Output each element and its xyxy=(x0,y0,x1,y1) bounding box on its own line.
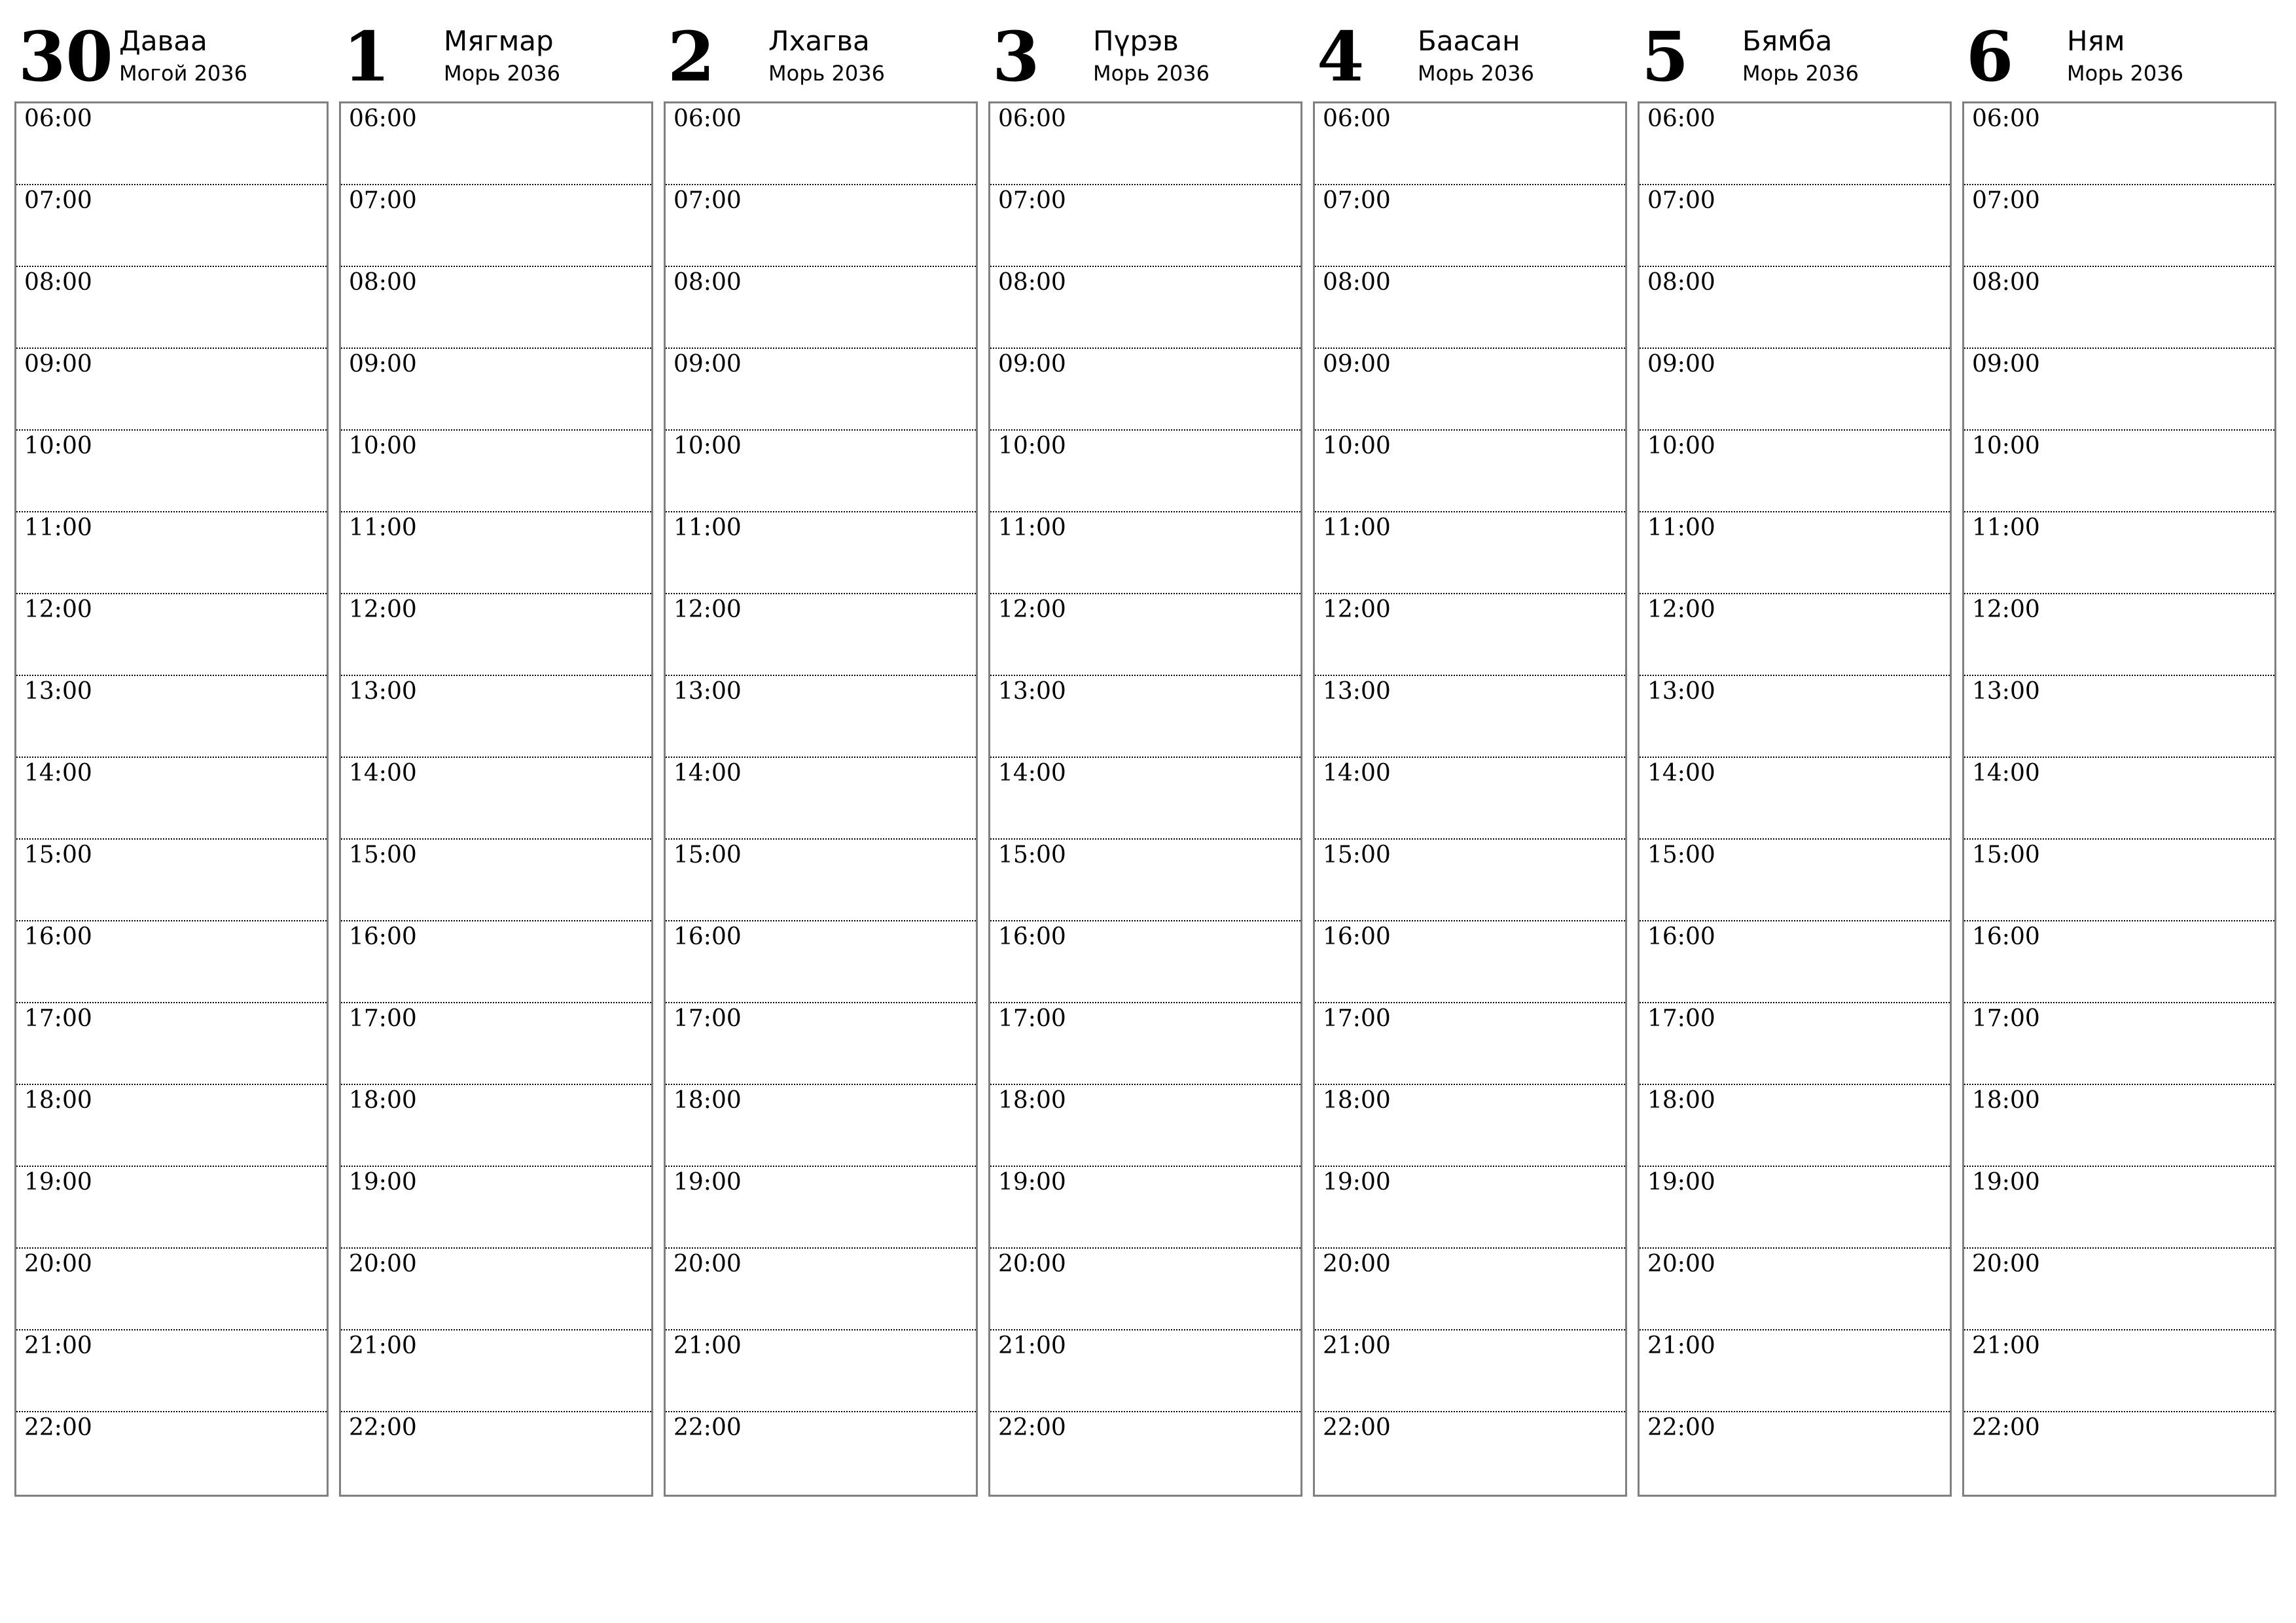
time-slot[interactable] xyxy=(990,1085,1300,1167)
day-schedule-box xyxy=(664,101,978,1497)
day-column-7 xyxy=(1962,0,2275,1503)
time-slot[interactable] xyxy=(1640,1249,1950,1330)
time-slot[interactable] xyxy=(341,1167,651,1249)
time-slot-label: 13:00 xyxy=(24,678,92,705)
time-slot-label: 13:00 xyxy=(1972,678,2040,705)
time-slot[interactable] xyxy=(1640,840,1950,921)
time-slot-label: 17:00 xyxy=(1323,1005,1391,1032)
time-slot-label: 14:00 xyxy=(673,760,742,787)
time-slot[interactable] xyxy=(1315,1085,1625,1167)
time-slot-label: 21:00 xyxy=(349,1332,417,1359)
time-slot[interactable] xyxy=(1964,103,2274,185)
time-slot-label: 15:00 xyxy=(1323,842,1391,868)
time-slot-label: 07:00 xyxy=(24,187,92,214)
day-number: 5 xyxy=(1641,16,1689,97)
day-number: 30 xyxy=(18,16,113,97)
time-slot-label: 18:00 xyxy=(24,1087,92,1114)
time-slot-label: 14:00 xyxy=(1647,760,1715,787)
day-header xyxy=(988,0,1301,98)
time-slot[interactable] xyxy=(990,1330,1300,1412)
time-slot[interactable] xyxy=(16,512,327,594)
day-column-6 xyxy=(1638,0,1950,1503)
time-slot[interactable] xyxy=(1315,431,1625,512)
time-slot[interactable] xyxy=(990,349,1300,431)
day-header xyxy=(14,0,327,98)
time-slot[interactable] xyxy=(16,1412,327,1495)
time-slot[interactable] xyxy=(1964,676,2274,758)
time-slot-label: 22:00 xyxy=(24,1414,92,1441)
time-slot-label: 21:00 xyxy=(1972,1332,2040,1359)
time-slot[interactable] xyxy=(341,1412,651,1495)
time-slot[interactable] xyxy=(1315,1412,1625,1495)
day-month: Морь 2036 xyxy=(768,61,885,86)
time-slot-label: 07:00 xyxy=(1323,187,1391,214)
time-slot[interactable] xyxy=(1640,594,1950,676)
time-slot[interactable] xyxy=(1964,840,2274,921)
time-slot[interactable] xyxy=(16,676,327,758)
time-slot-label: 14:00 xyxy=(998,760,1066,787)
time-slot[interactable] xyxy=(1640,431,1950,512)
time-slot-label: 14:00 xyxy=(24,760,92,787)
time-slot-label: 20:00 xyxy=(673,1251,742,1277)
time-slot[interactable] xyxy=(1640,185,1950,267)
time-slot[interactable] xyxy=(990,594,1300,676)
time-slot[interactable] xyxy=(1640,512,1950,594)
time-slot-label: 09:00 xyxy=(1323,351,1391,378)
day-number: 3 xyxy=(992,16,1040,97)
time-slot[interactable] xyxy=(1964,1412,2274,1495)
time-slot[interactable] xyxy=(990,512,1300,594)
day-schedule-box xyxy=(1962,101,2276,1497)
time-slot[interactable] xyxy=(990,758,1300,840)
time-slot[interactable] xyxy=(16,1167,327,1249)
time-slot-label: 08:00 xyxy=(1972,269,2040,296)
time-slot[interactable] xyxy=(16,103,327,185)
time-slot-label: 16:00 xyxy=(673,923,742,950)
time-slot-label: 22:00 xyxy=(1323,1414,1391,1441)
day-column-4 xyxy=(988,0,1301,1503)
time-slot[interactable] xyxy=(666,103,976,185)
time-slot[interactable] xyxy=(1964,267,2274,349)
time-slot[interactable] xyxy=(341,840,651,921)
time-slot-label: 07:00 xyxy=(1647,187,1715,214)
time-slot[interactable] xyxy=(341,512,651,594)
time-slot-label: 06:00 xyxy=(24,105,92,132)
time-slot[interactable] xyxy=(666,1412,976,1495)
day-number: 6 xyxy=(1966,16,2014,97)
time-slot[interactable] xyxy=(1315,676,1625,758)
time-slot[interactable] xyxy=(1640,267,1950,349)
time-slot-label: 15:00 xyxy=(1647,842,1715,868)
day-name: Даваа xyxy=(119,25,207,57)
time-slot-label: 09:00 xyxy=(1972,351,2040,378)
time-slot-label: 20:00 xyxy=(1323,1251,1391,1277)
time-slot[interactable] xyxy=(666,267,976,349)
time-slot-label: 20:00 xyxy=(1647,1251,1715,1277)
time-slot-label: 15:00 xyxy=(24,842,92,868)
time-slot-label: 06:00 xyxy=(1323,105,1391,132)
time-slot-label: 12:00 xyxy=(349,596,417,623)
time-slot-label: 11:00 xyxy=(349,514,417,541)
time-slot-label: 12:00 xyxy=(1323,596,1391,623)
day-schedule-box xyxy=(1638,101,1952,1497)
time-slot[interactable] xyxy=(666,840,976,921)
time-slot[interactable] xyxy=(341,758,651,840)
time-slot[interactable] xyxy=(1315,185,1625,267)
time-slot[interactable] xyxy=(1315,1003,1625,1085)
day-header xyxy=(1638,0,1950,98)
time-slot-label: 21:00 xyxy=(1647,1332,1715,1359)
day-name: Лхагва xyxy=(768,25,870,57)
time-slot-label: 20:00 xyxy=(349,1251,417,1277)
time-slot[interactable] xyxy=(666,594,976,676)
time-slot[interactable] xyxy=(1315,1330,1625,1412)
time-slot-label: 13:00 xyxy=(1647,678,1715,705)
time-slot-label: 17:00 xyxy=(24,1005,92,1032)
day-month: Морь 2036 xyxy=(1742,61,1859,86)
time-slot[interactable] xyxy=(1964,1249,2274,1330)
time-slot-label: 18:00 xyxy=(998,1087,1066,1114)
time-slot-label: 22:00 xyxy=(673,1414,742,1441)
time-slot[interactable] xyxy=(341,185,651,267)
time-slot[interactable] xyxy=(1315,1249,1625,1330)
day-month: Морь 2036 xyxy=(2067,61,2183,86)
time-slot[interactable] xyxy=(341,1003,651,1085)
time-slot[interactable] xyxy=(341,1249,651,1330)
time-slot-label: 16:00 xyxy=(349,923,417,950)
time-slot[interactable] xyxy=(990,676,1300,758)
time-slot[interactable] xyxy=(1315,103,1625,185)
time-slot-label: 21:00 xyxy=(1323,1332,1391,1359)
time-slot-label: 14:00 xyxy=(1323,760,1391,787)
time-slot-label: 16:00 xyxy=(1323,923,1391,950)
day-column-1 xyxy=(14,0,327,1503)
day-header xyxy=(664,0,977,98)
day-number: 2 xyxy=(668,16,715,97)
day-column-3 xyxy=(664,0,977,1503)
time-slot[interactable] xyxy=(1964,1003,2274,1085)
time-slot-label: 16:00 xyxy=(998,923,1066,950)
time-slot-label: 19:00 xyxy=(1323,1169,1391,1196)
time-slot[interactable] xyxy=(16,840,327,921)
time-slot-label: 14:00 xyxy=(1972,760,2040,787)
day-name: Бямба xyxy=(1742,25,1833,57)
time-slot-label: 11:00 xyxy=(1972,514,2040,541)
time-slot[interactable] xyxy=(1315,840,1625,921)
time-slot[interactable] xyxy=(1315,512,1625,594)
time-slot-label: 19:00 xyxy=(1647,1169,1715,1196)
time-slot-label: 19:00 xyxy=(1972,1169,2040,1196)
time-slot-label: 15:00 xyxy=(349,842,417,868)
time-slot[interactable] xyxy=(16,921,327,1003)
time-slot-label: 21:00 xyxy=(673,1332,742,1359)
time-slot-label: 14:00 xyxy=(349,760,417,787)
time-slot-label: 07:00 xyxy=(998,187,1066,214)
time-slot-label: 10:00 xyxy=(673,433,742,459)
time-slot[interactable] xyxy=(666,1167,976,1249)
time-slot[interactable] xyxy=(990,1412,1300,1495)
time-slot-label: 19:00 xyxy=(349,1169,417,1196)
time-slot[interactable] xyxy=(1640,103,1950,185)
time-slot-label: 10:00 xyxy=(998,433,1066,459)
time-slot[interactable] xyxy=(1964,431,2274,512)
time-slot[interactable] xyxy=(666,1003,976,1085)
time-slot-label: 17:00 xyxy=(1647,1005,1715,1032)
time-slot-label: 17:00 xyxy=(1972,1005,2040,1032)
time-slot[interactable] xyxy=(1964,758,2274,840)
day-number: 1 xyxy=(343,16,391,97)
time-slot[interactable] xyxy=(341,1085,651,1167)
time-slot-label: 13:00 xyxy=(998,678,1066,705)
time-slot-label: 07:00 xyxy=(1972,187,2040,214)
time-slot-label: 15:00 xyxy=(673,842,742,868)
time-slot[interactable] xyxy=(666,676,976,758)
time-slot[interactable] xyxy=(1964,512,2274,594)
time-slot-label: 20:00 xyxy=(998,1251,1066,1277)
time-slot-label: 10:00 xyxy=(1972,433,2040,459)
time-slot[interactable] xyxy=(666,1249,976,1330)
time-slot[interactable] xyxy=(1640,758,1950,840)
time-slot-label: 06:00 xyxy=(998,105,1066,132)
time-slot[interactable] xyxy=(341,431,651,512)
day-name: Мягмар xyxy=(444,25,554,57)
time-slot[interactable] xyxy=(16,594,327,676)
time-slot-label: 11:00 xyxy=(1647,514,1715,541)
time-slot-label: 22:00 xyxy=(349,1414,417,1441)
time-slot[interactable] xyxy=(990,921,1300,1003)
time-slot-label: 18:00 xyxy=(1647,1087,1715,1114)
time-slot-label: 19:00 xyxy=(673,1169,742,1196)
time-slot-label: 18:00 xyxy=(673,1087,742,1114)
time-slot[interactable] xyxy=(990,431,1300,512)
time-slot-label: 13:00 xyxy=(673,678,742,705)
time-slot[interactable] xyxy=(666,349,976,431)
time-slot[interactable] xyxy=(1964,921,2274,1003)
time-slot[interactable] xyxy=(990,1003,1300,1085)
day-month: Могой 2036 xyxy=(119,61,247,86)
time-slot-label: 11:00 xyxy=(24,514,92,541)
time-slot-label: 11:00 xyxy=(998,514,1066,541)
time-slot[interactable] xyxy=(16,267,327,349)
time-slot-label: 18:00 xyxy=(349,1087,417,1114)
time-slot-label: 11:00 xyxy=(673,514,742,541)
time-slot-label: 12:00 xyxy=(24,596,92,623)
time-slot[interactable] xyxy=(1964,185,2274,267)
time-slot-label: 09:00 xyxy=(349,351,417,378)
time-slot[interactable] xyxy=(1964,1167,2274,1249)
time-slot-label: 21:00 xyxy=(998,1332,1066,1359)
time-slot-label: 22:00 xyxy=(1972,1414,2040,1441)
day-schedule-box xyxy=(1313,101,1627,1497)
time-slot-label: 08:00 xyxy=(1323,269,1391,296)
day-column-5 xyxy=(1313,0,1626,1503)
time-slot[interactable] xyxy=(1640,1085,1950,1167)
time-slot-label: 12:00 xyxy=(1647,596,1715,623)
time-slot[interactable] xyxy=(990,185,1300,267)
day-name: Баасан xyxy=(1418,25,1520,57)
time-slot[interactable] xyxy=(666,185,976,267)
time-slot[interactable] xyxy=(16,349,327,431)
time-slot[interactable] xyxy=(16,1330,327,1412)
time-slot[interactable] xyxy=(1315,921,1625,1003)
time-slot-label: 09:00 xyxy=(998,351,1066,378)
time-slot-label: 09:00 xyxy=(1647,351,1715,378)
time-slot-label: 20:00 xyxy=(1972,1251,2040,1277)
time-slot[interactable] xyxy=(990,840,1300,921)
time-slot-label: 12:00 xyxy=(998,596,1066,623)
time-slot[interactable] xyxy=(1964,1330,2274,1412)
time-slot[interactable] xyxy=(1315,594,1625,676)
time-slot[interactable] xyxy=(1964,1085,2274,1167)
time-slot[interactable] xyxy=(666,921,976,1003)
day-header xyxy=(1962,0,2275,98)
time-slot-label: 16:00 xyxy=(1647,923,1715,950)
time-slot-label: 10:00 xyxy=(1323,433,1391,459)
time-slot[interactable] xyxy=(666,431,976,512)
time-slot[interactable] xyxy=(990,1167,1300,1249)
time-slot[interactable] xyxy=(666,1330,976,1412)
time-slot-label: 13:00 xyxy=(1323,678,1391,705)
time-slot-label: 07:00 xyxy=(349,187,417,214)
time-slot-label: 20:00 xyxy=(24,1251,92,1277)
time-slot-label: 08:00 xyxy=(349,269,417,296)
day-number: 4 xyxy=(1317,16,1365,97)
time-slot-label: 10:00 xyxy=(24,433,92,459)
time-slot[interactable] xyxy=(16,185,327,267)
time-slot-label: 17:00 xyxy=(673,1005,742,1032)
day-month: Морь 2036 xyxy=(444,61,560,86)
day-schedule-box xyxy=(988,101,1302,1497)
time-slot-label: 17:00 xyxy=(998,1005,1066,1032)
time-slot[interactable] xyxy=(1964,594,2274,676)
time-slot[interactable] xyxy=(990,103,1300,185)
time-slot-label: 21:00 xyxy=(24,1332,92,1359)
time-slot[interactable] xyxy=(16,1085,327,1167)
time-slot-label: 08:00 xyxy=(673,269,742,296)
day-header xyxy=(339,0,652,98)
time-slot-label: 16:00 xyxy=(24,923,92,950)
time-slot[interactable] xyxy=(1315,349,1625,431)
time-slot-label: 10:00 xyxy=(349,433,417,459)
time-slot-label: 17:00 xyxy=(349,1005,417,1032)
time-slot-label: 12:00 xyxy=(1972,596,2040,623)
day-header xyxy=(1313,0,1626,98)
time-slot-label: 11:00 xyxy=(1323,514,1391,541)
time-slot[interactable] xyxy=(341,921,651,1003)
time-slot-label: 18:00 xyxy=(1323,1087,1391,1114)
time-slot-label: 08:00 xyxy=(998,269,1066,296)
time-slot-label: 07:00 xyxy=(673,187,742,214)
time-slot-label: 18:00 xyxy=(1972,1087,2040,1114)
time-slot-label: 09:00 xyxy=(24,351,92,378)
time-slot[interactable] xyxy=(1640,676,1950,758)
time-slot[interactable] xyxy=(1640,1003,1950,1085)
time-slot[interactable] xyxy=(1315,1167,1625,1249)
time-slot[interactable] xyxy=(1964,349,2274,431)
time-slot-label: 08:00 xyxy=(24,269,92,296)
day-schedule-box xyxy=(339,101,653,1497)
time-slot[interactable] xyxy=(16,1249,327,1330)
time-slot[interactable] xyxy=(666,1085,976,1167)
weekly-planner xyxy=(14,0,2292,1505)
time-slot-label: 09:00 xyxy=(673,351,742,378)
time-slot-label: 19:00 xyxy=(998,1169,1066,1196)
time-slot-label: 16:00 xyxy=(1972,923,2040,950)
time-slot-label: 06:00 xyxy=(673,105,742,132)
time-slot[interactable] xyxy=(1640,1330,1950,1412)
time-slot[interactable] xyxy=(341,1330,651,1412)
time-slot[interactable] xyxy=(341,103,651,185)
day-month: Морь 2036 xyxy=(1093,61,1210,86)
time-slot[interactable] xyxy=(1640,1167,1950,1249)
day-name: Пүрэв xyxy=(1093,25,1179,57)
day-column-2 xyxy=(339,0,652,1503)
time-slot[interactable] xyxy=(1640,1412,1950,1495)
time-slot[interactable] xyxy=(341,676,651,758)
time-slot[interactable] xyxy=(341,267,651,349)
time-slot[interactable] xyxy=(1315,267,1625,349)
time-slot[interactable] xyxy=(16,1003,327,1085)
time-slot-label: 22:00 xyxy=(1647,1414,1715,1441)
day-month: Морь 2036 xyxy=(1418,61,1534,86)
time-slot[interactable] xyxy=(666,512,976,594)
time-slot[interactable] xyxy=(990,1249,1300,1330)
time-slot[interactable] xyxy=(990,267,1300,349)
time-slot[interactable] xyxy=(341,594,651,676)
time-slot-label: 22:00 xyxy=(998,1414,1066,1441)
time-slot[interactable] xyxy=(16,431,327,512)
time-slot[interactable] xyxy=(1640,349,1950,431)
time-slot[interactable] xyxy=(1640,921,1950,1003)
time-slot-label: 06:00 xyxy=(349,105,417,132)
time-slot[interactable] xyxy=(666,758,976,840)
time-slot-label: 08:00 xyxy=(1647,269,1715,296)
time-slot-label: 06:00 xyxy=(1972,105,2040,132)
time-slot[interactable] xyxy=(16,758,327,840)
day-schedule-box xyxy=(14,101,329,1497)
time-slot[interactable] xyxy=(1315,758,1625,840)
time-slot-label: 13:00 xyxy=(349,678,417,705)
time-slot-label: 15:00 xyxy=(998,842,1066,868)
time-slot-label: 12:00 xyxy=(673,596,742,623)
time-slot-label: 19:00 xyxy=(24,1169,92,1196)
time-slot-label: 06:00 xyxy=(1647,105,1715,132)
time-slot-label: 10:00 xyxy=(1647,433,1715,459)
time-slot-label: 15:00 xyxy=(1972,842,2040,868)
time-slot[interactable] xyxy=(341,349,651,431)
day-name: Ням xyxy=(2067,25,2125,57)
